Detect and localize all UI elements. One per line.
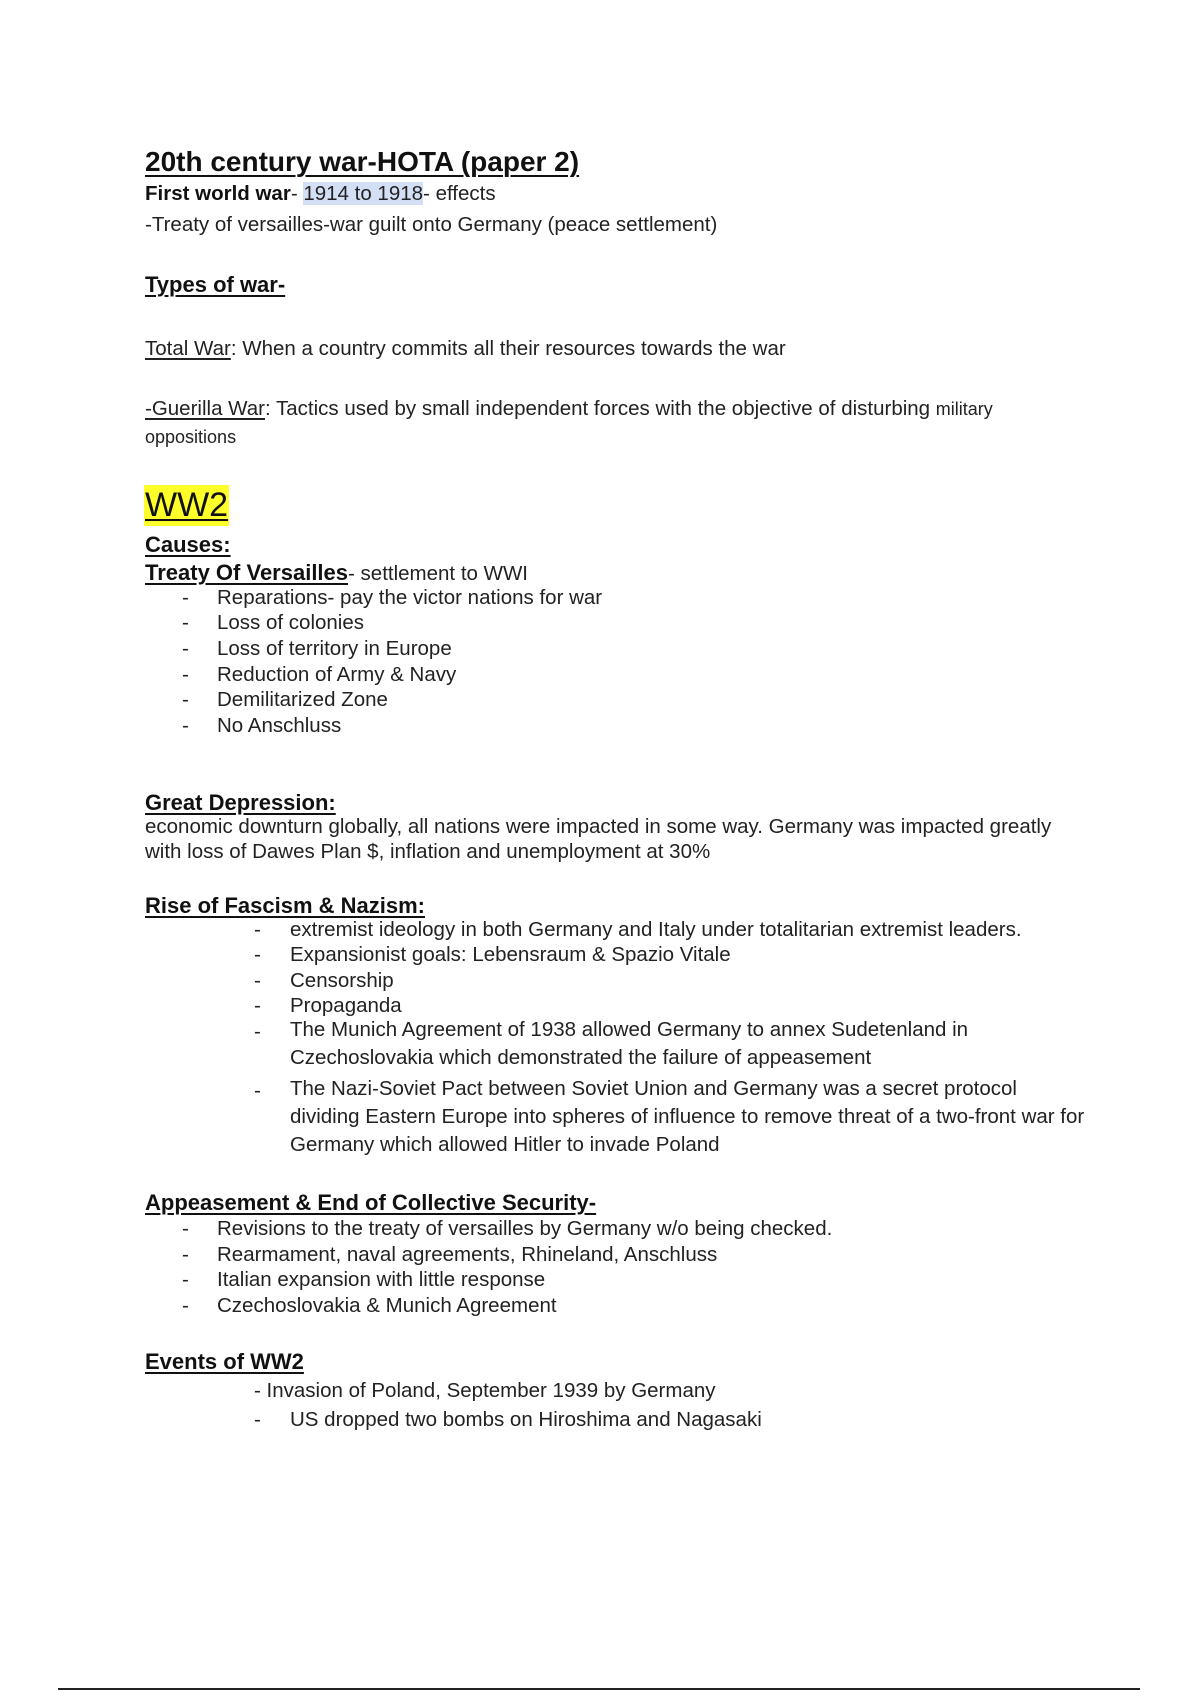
list-item: Loss of territory in Europe bbox=[217, 637, 452, 660]
list-item: Reparations- pay the victor nations for war bbox=[217, 586, 603, 609]
causes-heading: Causes: bbox=[145, 532, 231, 557]
ww1-sep: - bbox=[290, 182, 304, 205]
bullet: - bbox=[182, 1217, 189, 1240]
bullet: - bbox=[254, 994, 261, 1017]
list-item: Revisions to the treaty of versailles by Germany w/o being checked. bbox=[217, 1217, 833, 1240]
bullet: - bbox=[254, 1020, 261, 1043]
list-item: Czechoslovakia & Munich Agreement bbox=[217, 1294, 557, 1317]
bullet: - bbox=[254, 969, 261, 992]
guerilla-war-cont: oppositions bbox=[145, 427, 237, 447]
list-item: Demilitarized Zone bbox=[217, 688, 388, 711]
list-item: Censorship bbox=[290, 969, 394, 992]
bullet: - bbox=[254, 1079, 261, 1102]
versailles-line bbox=[145, 560, 528, 587]
bullet: - bbox=[182, 1243, 189, 1266]
appeasement-heading: Appeasement & End of Collective Security- bbox=[145, 1190, 597, 1215]
bullet: - bbox=[182, 688, 189, 711]
guerilla-war-def: : Tactics used by small independent forces with the objective of disturbing bbox=[264, 397, 936, 420]
list-item: Reduction of Army & Navy bbox=[217, 663, 457, 686]
versailles-rest: - settlement to WWI bbox=[348, 562, 529, 585]
bullet: - bbox=[254, 918, 261, 941]
bullet: - bbox=[182, 1268, 189, 1291]
ww1-rest: - effects bbox=[423, 182, 496, 205]
bullet: - bbox=[254, 1408, 261, 1431]
versailles-title: Treaty Of Versailles bbox=[145, 560, 349, 585]
types-heading: Types of war- bbox=[145, 272, 286, 297]
ww1-dates: 1914 to 1918 bbox=[303, 182, 424, 205]
total-war-def: : When a country commits all their resources towards the war bbox=[230, 337, 786, 360]
list-item: extremist ideology in both Germany and Italy under totalitarian extremist leaders. bbox=[290, 918, 1022, 941]
bullet: - bbox=[182, 637, 189, 660]
list-item: Rearmament, naval agreements, Rhineland, Anschluss bbox=[217, 1243, 718, 1266]
list-item: - Invasion of Poland, September 1939 by Germany bbox=[254, 1379, 716, 1402]
list-item: Expansionist goals: Lebensraum & Spazio Vitale bbox=[290, 943, 731, 966]
ww1-label: First world war bbox=[145, 182, 291, 205]
total-war-term: Total War bbox=[145, 337, 231, 360]
page-bottom-rule bbox=[58, 1688, 1140, 1690]
ww2-heading: WW2 bbox=[145, 486, 229, 524]
bullet: - bbox=[182, 663, 189, 686]
bullet: - bbox=[182, 586, 189, 609]
bullet: - bbox=[182, 714, 189, 737]
events-heading: Events of WW2 bbox=[145, 1349, 304, 1374]
list-item: No Anschluss bbox=[217, 714, 342, 737]
list-item: Italian expansion with little response bbox=[217, 1268, 546, 1291]
document-title: 20th century war-HOTA (paper 2) bbox=[145, 146, 580, 177]
list-item: Loss of colonies bbox=[217, 611, 365, 634]
list-item: The Nazi-Soviet Pact between Soviet Union and Germany was a secret protocol dividing Eastern Europe into spheres of influence to remove threat of a two-front war for Germany which allowed Hitler to invade Poland bbox=[290, 1077, 1085, 1156]
guerilla-war-line bbox=[145, 397, 993, 422]
bullet: - bbox=[182, 1294, 189, 1317]
ww1-treaty-line: -Treaty of versailles-war guilt onto Germany (peace settlement) bbox=[145, 213, 718, 236]
depression-text: economic downturn globally, all nations were impacted in some way. Germany was impacted greatly with loss of Dawes Plan $, inflation and unemployment at 30% bbox=[145, 815, 1052, 863]
fascism-heading: Rise of Fascism & Nazism: bbox=[145, 893, 425, 918]
list-item: The Munich Agreement of 1938 allowed Germany to annex Sudetenland in Czechoslovakia which demonstrated the failure of appeasement bbox=[290, 1018, 969, 1069]
guerilla-war-term: -Guerilla War bbox=[145, 397, 265, 420]
depression-heading: Great Depression: bbox=[145, 790, 336, 815]
bullet: - bbox=[254, 943, 261, 966]
list-item: US dropped two bombs on Hiroshima and Nagasaki bbox=[290, 1408, 762, 1431]
total-war-line bbox=[145, 337, 786, 362]
ww1-line bbox=[145, 182, 496, 207]
bullet: - bbox=[182, 611, 189, 634]
guerilla-war-def-small: military bbox=[935, 399, 993, 419]
list-item: Propaganda bbox=[290, 994, 402, 1017]
